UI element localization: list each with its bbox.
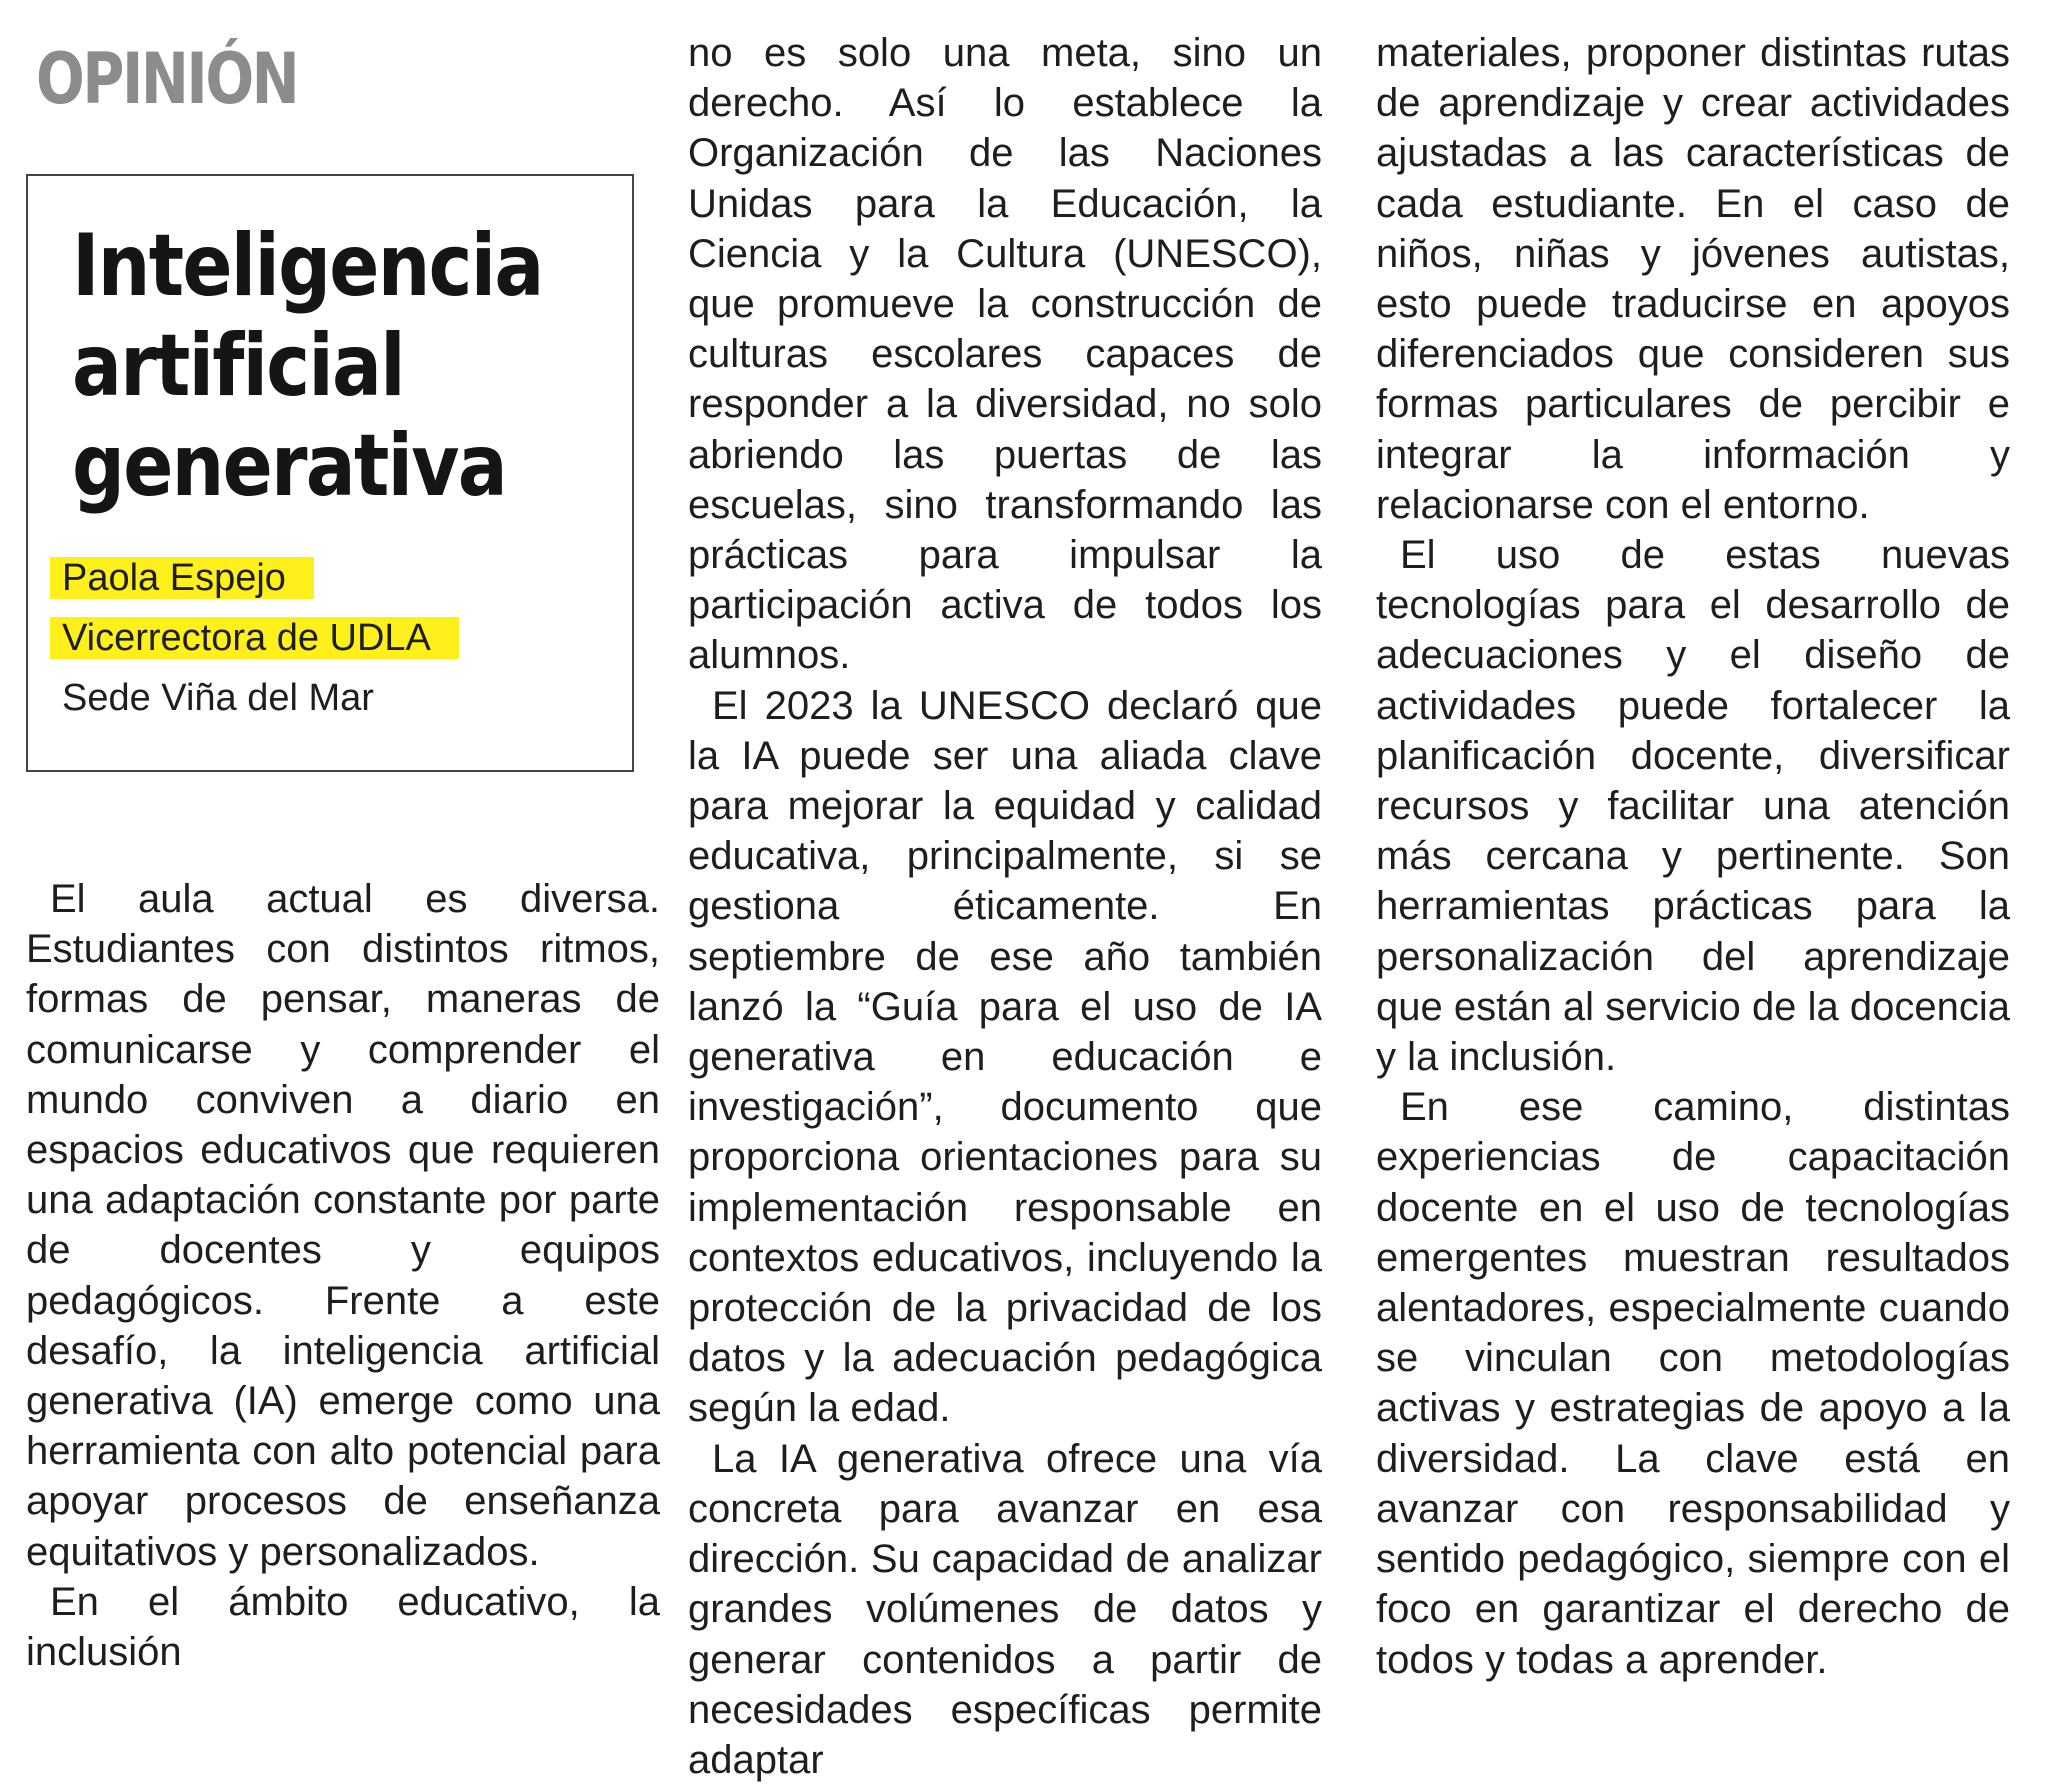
body-column-3 [1376, 28, 2010, 1685]
paragraph: materiales, proponer distintas rutas de aprendizaje y crear actividades ajustadas a las características de cada estudiante. En el caso de niños, niñas y jóvenes autistas, esto puede traducirse en apoyos diferenciados que consideren sus formas particulares de percibir e integrar la información y relacionarse con el entorno. [1376, 31, 2010, 527]
author-name: Paola Espejo [50, 557, 314, 599]
headline-box [26, 174, 634, 772]
author-role-line [62, 608, 459, 668]
body-column-1 [26, 874, 660, 1677]
paragraph: En el ámbito educativo, la inclusión [26, 1579, 660, 1675]
headline [72, 216, 543, 516]
paragraph: La IA generativa ofrece una vía concreta para avanzar en esa dirección. Su capacidad de analizar grandes volúmenes de datos y generar contenidos a partir de necesidades específicas permite adaptar [688, 1436, 1322, 1782]
paragraph: El uso de estas nuevas tecnologías para el desarrollo de adecuaciones y el diseño de actividades puede fortalecer la planificación docente, diversificar recursos y facilitar una atención más cercana y pertinente. Son herramientas prácticas para la personalización del aprendizaje que están al servicio de la docencia y la inclusión. [1376, 533, 2010, 1080]
section-label: OPINIÓN [36, 38, 298, 120]
paragraph: El aula actual es diversa. Estudiantes con distintos ritmos, formas de pensar, maneras de comunicarse y comprender el mundo conviven a diario en espacios educativos que requieren una adaptación constante por parte de docentes y equipos pedagógicos. Frente a este desafío, la inteligencia artificial generativa (IA) emerge como una herramienta con alto potencial para apoyar procesos de enseñanza equitativos y personalizados. [26, 877, 660, 1574]
headline-line-2: artificial [72, 316, 404, 416]
paragraph: no es solo una meta, sino un derecho. Así lo establece la Organización de las Naciones Unidas para la Educación, la Ciencia y la Cultura (UNESCO), que promueve la construcción de culturas escolares capaces de responder a la diversidad, no solo abriendo las puertas de las escuelas, sino transformando las prácticas para impulsar la participación activa de todos los alumnos. [688, 31, 1322, 678]
paragraph: En ese camino, distintas experiencias de capacitación docente en el uso de tecnologías emergentes muestran resultados alentadores, especialmente cuando se vinculan con metodologías activas y estrategias de apoyo a la diversidad. La clave está en avanzar con responsabilidad y sentido pedagógico, siempre con el foco en garantizar el derecho de todos y todas a aprender. [1376, 1085, 2010, 1682]
author-name-line [62, 548, 314, 608]
paragraph: El 2023 la UNESCO declaró que la IA puede ser una aliada clave para mejorar la equidad y calidad educativa, principalmente, si se gestiona éticamente. En septiembre de ese año también lanzó la “Guía para el uso de IA generativa en educación e investigación”, documento que proporciona orientaciones para su implementación responsable en contextos educativos, incluyendo la protección de la privacidad de los datos y la adecuación pedagógica según la edad. [688, 683, 1322, 1431]
headline-line-1: Inteligencia [72, 216, 543, 316]
author-role: Vicerrectora de UDLA [50, 617, 459, 659]
headline-line-3: generativa [72, 416, 506, 516]
author-location: Sede Viña del Mar [62, 677, 374, 719]
body-column-2 [688, 28, 1322, 1785]
